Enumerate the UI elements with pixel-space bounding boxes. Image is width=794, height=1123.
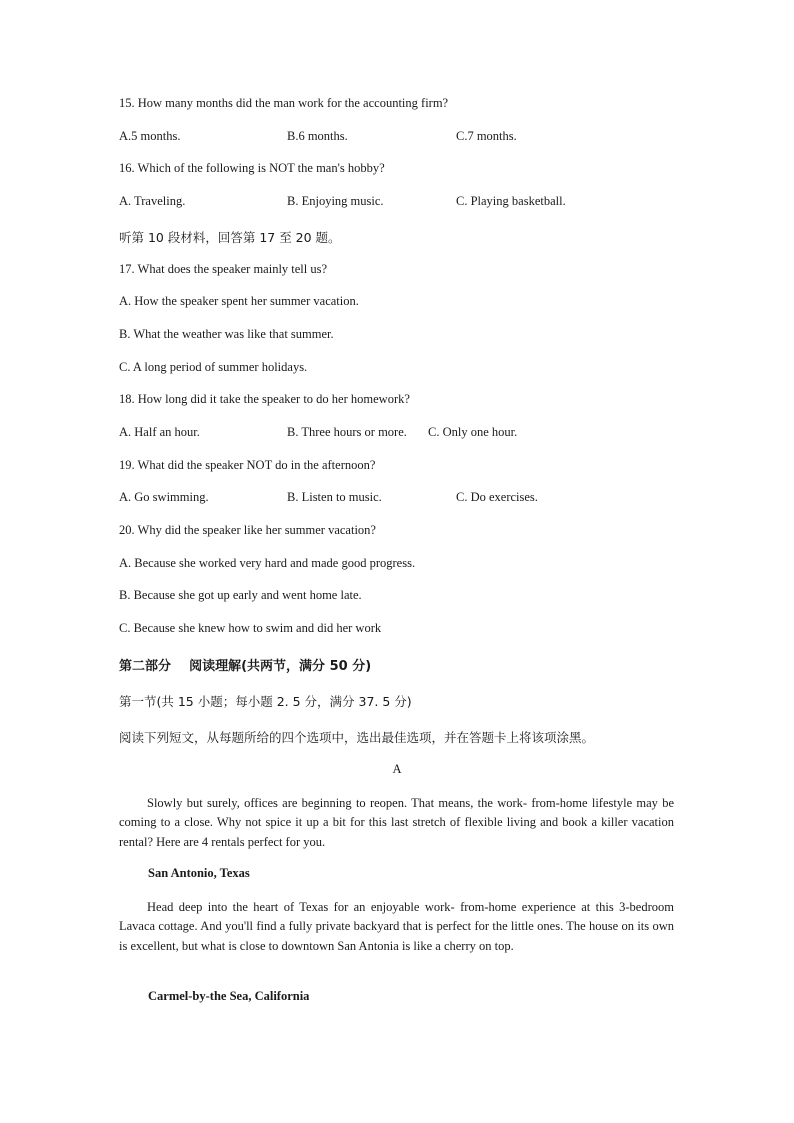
- place-2-title: Carmel-by-the Sea, California: [148, 989, 310, 1003]
- question-20-option-c: C. Because she knew how to swim and did her work: [119, 621, 382, 635]
- question-17-stem: 17. What does the speaker mainly tell us?: [119, 262, 328, 276]
- question-19-option-b: B. Listen to music.: [287, 490, 382, 504]
- question-16-option-c: C. Playing basketball.: [456, 194, 566, 208]
- question-15-option-c: C.7 months.: [456, 129, 517, 143]
- question-20-option-b: B. Because she got up early and went home late.: [119, 588, 362, 602]
- question-15-option-b: B.6 months.: [287, 129, 348, 143]
- question-15-option-a: A.5 months.: [119, 129, 181, 143]
- place-1-title: San Antonio, Texas: [148, 866, 250, 880]
- question-16-option-a: A. Traveling.: [119, 194, 186, 208]
- place-1-paragraph: Head deep into the heart of Texas for an enjoyable work- from-home experience at this 3-bedroom Lavaca cottage. And you'll find a fully private backyard that is perfect for the little ones. The house on its own is excellent, but what is close to downtown San Antonia is like a cherry on top.: [119, 900, 674, 953]
- question-17-option-b: B. What the weather was like that summer.: [119, 327, 334, 341]
- section-1-heading: 第一节(共 15 小题；每小题 2. 5 分，满分 37. 5 分): [119, 694, 412, 709]
- question-19-option-c: C. Do exercises.: [456, 490, 538, 504]
- question-19-option-a: A. Go swimming.: [119, 490, 209, 504]
- passage-label: A: [392, 762, 402, 776]
- question-18-option-c: C. Only one hour.: [428, 425, 518, 439]
- question-18-option-b: B. Three hours or more.: [287, 425, 407, 439]
- question-16-option-b: B. Enjoying music.: [287, 194, 384, 208]
- question-20-stem: 20. Why did the speaker like her summer vacation?: [119, 523, 376, 537]
- part-2-heading: 第二部分 阅读理解(共两节，满分 50 分): [119, 659, 372, 674]
- passage-intro-paragraph: Slowly but surely, offices are beginning to reopen. That means, the work- from-home lifestyle may be coming to a close. Why not spice it up a bit for this last stretch of flexible living and book a killer vacation rental? Here are 4 rentals perfect for you.: [119, 796, 674, 849]
- question-17-option-a: A. How the speaker spent her summer vacation.: [119, 294, 359, 308]
- question-17-option-c: C. A long period of summer holidays.: [119, 360, 308, 374]
- question-15-stem: 15. How many months did the man work for the accounting firm?: [119, 96, 449, 110]
- section-10-instruction: 听第 10 段材料，回答第 17 至 20 题。: [119, 230, 341, 245]
- question-20-option-a: A. Because she worked very hard and made good progress.: [119, 556, 416, 570]
- reading-instruction: 阅读下列短文，从每题所给的四个选项中，选出最佳选项，并在答题卡上将该项涂黑。: [119, 730, 595, 745]
- question-19-stem: 19. What did the speaker NOT do in the afternoon?: [119, 458, 376, 472]
- question-18-stem: 18. How long did it take the speaker to do her homework?: [119, 392, 410, 406]
- question-18-option-a: A. Half an hour.: [119, 425, 200, 439]
- question-16-stem: 16. Which of the following is NOT the man's hobby?: [119, 161, 385, 175]
